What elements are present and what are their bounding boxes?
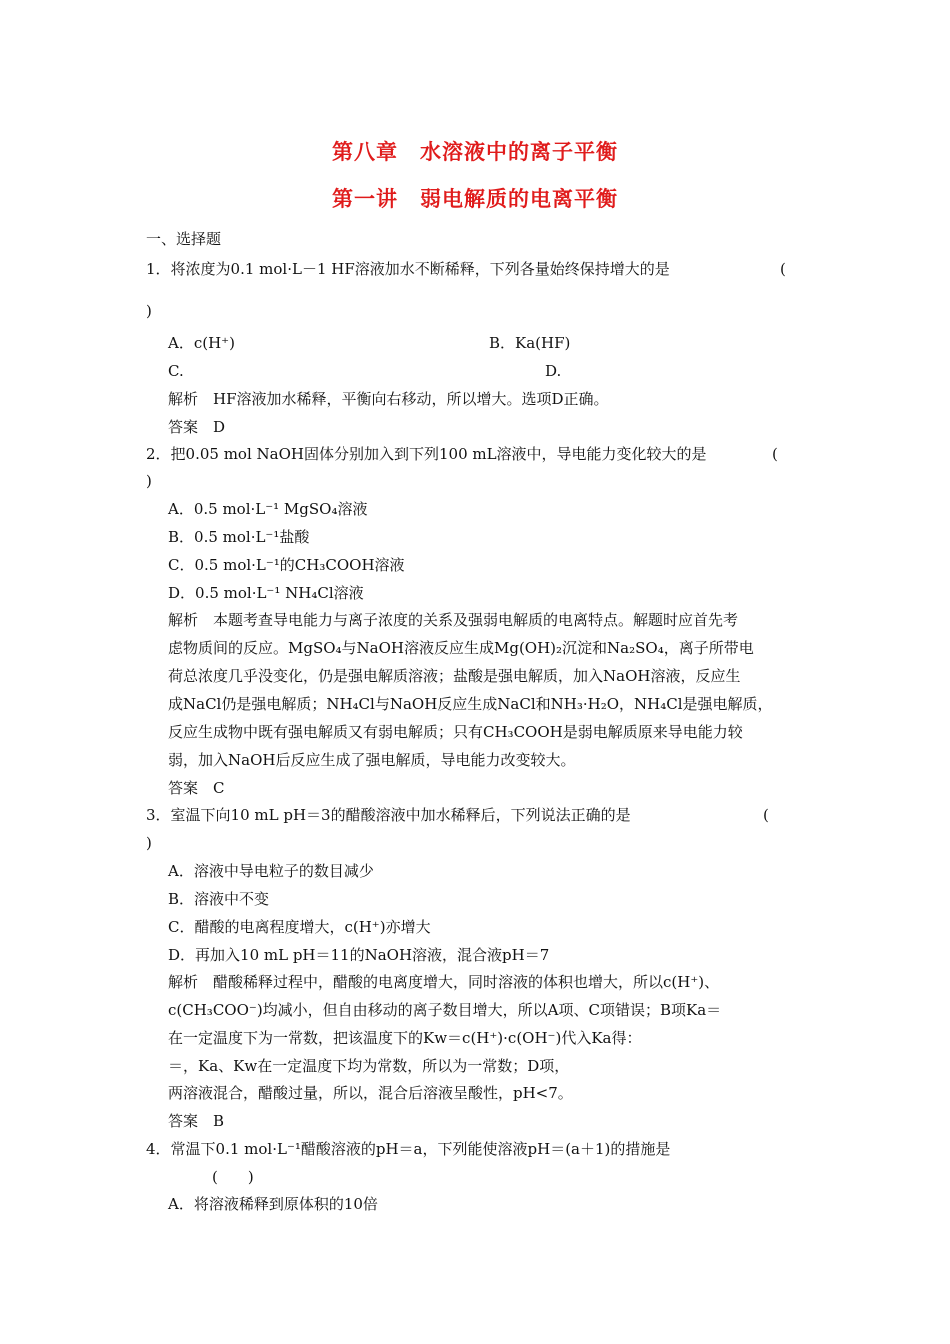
q2-analysis-line: 解析 本题考查导电能力与离子浓度的关系及强弱电解质的电离特点。解题时应首先考 [168,611,739,629]
chapter-title: 第八章 水溶液中的离子平衡 [332,140,618,164]
q3-answer: 答案 B [168,1112,225,1130]
q3-analysis-line: 两溶液混合，醋酸过量，所以，混合后溶液呈酸性，pH<7。 [168,1084,573,1102]
q3-option-b: B．溶液中不变 [168,890,270,908]
q3-paren-open: ( [763,806,769,824]
q2-paren-close: ) [146,472,152,490]
q2-option-c: C．0.5 mol·L⁻¹的CH₃COOH溶液 [168,556,405,574]
q3-analysis-line: c(CH₃COO⁻)均减小，但自由移动的离子数目增大，所以A项、C项错误；B项Ka＝ [168,1001,722,1019]
section-title: 第一讲 弱电解质的电离平衡 [332,187,618,211]
q2-analysis-line: 荷总浓度几乎没变化，仍是强电解质溶液；盐酸是强电解质，加入NaOH溶液，反应生 [168,667,741,685]
q3-option-c: C．醋酸的电离程度增大，c(H⁺)亦增大 [168,918,431,936]
q1-option-b: B．Ka(HF) [489,334,571,352]
q4-paren: ( ) [212,1168,254,1186]
q4-stem: 4．常温下0.1 mol·L⁻¹醋酸溶液的pH＝a，下列能使溶液pH＝(a＋1)的措施是 [146,1140,671,1158]
q1-answer: 答案 D [168,418,226,436]
q2-option-b: B．0.5 mol·L⁻¹盐酸 [168,528,310,546]
q4-option-a: A．将溶液稀释到原体积的10倍 [168,1195,378,1213]
q2-answer: 答案 C [168,779,225,797]
q2-option-a: A．0.5 mol·L⁻¹ MgSO₄溶液 [168,500,368,518]
q1-paren-open: ( [780,260,786,278]
part-heading: 一、选择题 [146,230,222,248]
q3-paren-close: ) [146,834,152,852]
q2-analysis-line: 弱，加入NaOH后反应生成了强电解质，导电能力改变较大。 [168,751,576,769]
q3-option-d: D．再加入10 mL pH＝11的NaOH溶液，混合液pH＝7 [168,946,550,964]
q1-paren-close: ) [146,302,152,320]
q1-option-a: A．c(H⁺) [168,334,235,352]
q2-analysis-line: 反应生成物中既有强电解质又有弱电解质；只有CH₃COOH是弱电解质原来导电能力较 [168,723,743,741]
q2-analysis-line: 虑物质间的反应。MgSO₄与NaOH溶液反应生成Mg(OH)₂沉淀和Na₂SO₄，离子所带电 [168,639,754,657]
q2-option-d: D．0.5 mol·L⁻¹ NH₄Cl溶液 [168,584,364,602]
q3-analysis-line: 在一定温度下为一常数，把该温度下的Kw＝c(H⁺)·c(OH⁻)代入Ka得： [168,1029,642,1047]
q2-stem: 2．把0.05 mol NaOH固体分别加入到下列100 mL溶液中，导电能力变化较大的是 [146,445,707,463]
q3-stem: 3．室温下向10 mL pH＝3的醋酸溶液中加水稀释后，下列说法正确的是 [146,806,631,824]
q3-analysis-line: ＝，Ka、Kw在一定温度下均为常数，所以为一常数；D项， [168,1057,570,1075]
q3-option-a: A．溶液中导电粒子的数目减少 [168,862,374,880]
q2-analysis-line: 成NaCl仍是强电解质；NH₄Cl与NaOH反应生成NaCl和NH₃·H₂O，NH₄Cl是强电解质， [168,695,773,713]
q3-analysis-line: 解析 醋酸稀释过程中，醋酸的电离度增大，同时溶液的体积也增大，所以c(H⁺)、 [168,973,720,991]
q1-stem: 1．将浓度为0.1 mol·L－1 HF溶液加水不断稀释，下列各量始终保持增大的是 [146,260,670,278]
q1-analysis: 解析 HF溶液加水稀释，平衡向右移动，所以增大。选项D正确。 [168,390,609,408]
q1-option-d: D. [545,362,562,380]
q1-option-c: C. [168,362,184,380]
q2-paren-open: ( [772,445,778,463]
